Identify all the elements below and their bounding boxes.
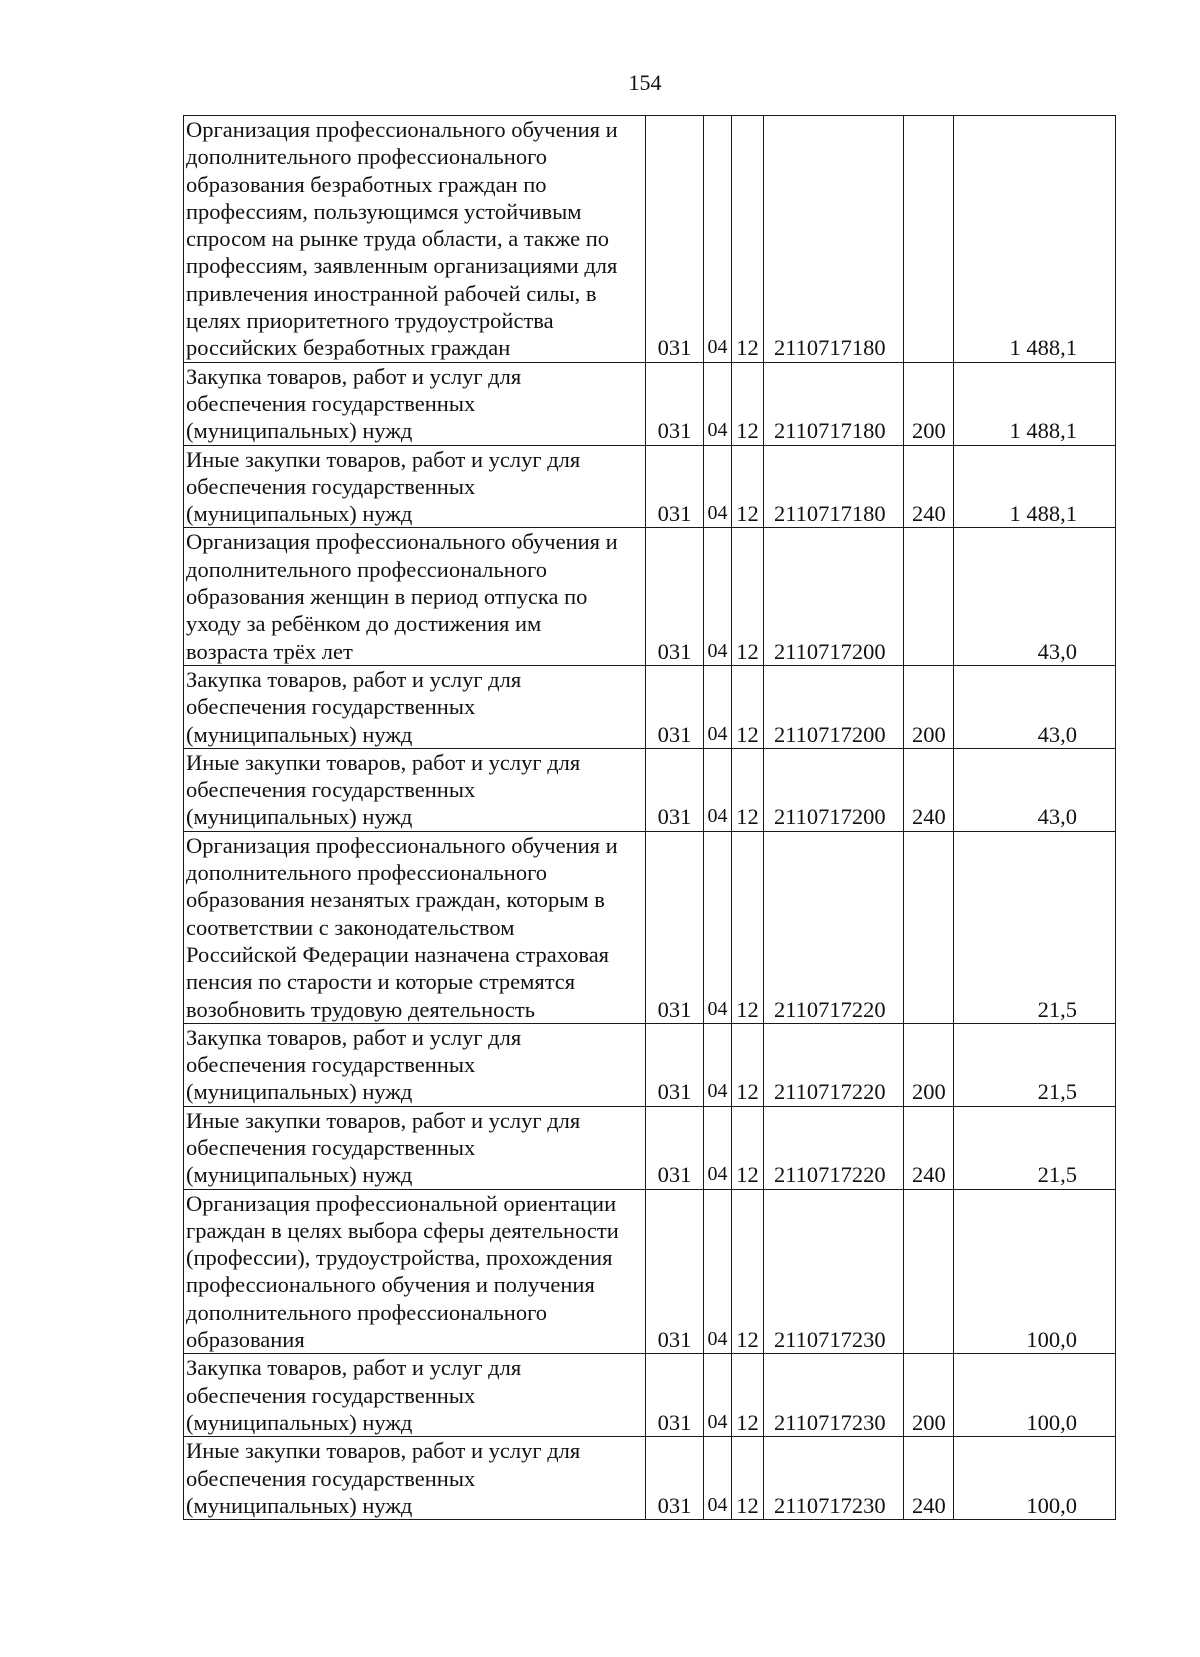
admin-code-cell: 031 — [646, 831, 704, 1023]
item-name-line: обеспечения государственных — [186, 777, 476, 803]
section-code-cell: 04 — [704, 362, 732, 445]
section-code-cell: 04 — [704, 1189, 732, 1354]
subsection-code-cell: 12 — [732, 748, 764, 831]
target-article-cell: 2110717230 — [764, 1437, 904, 1520]
item-name-line: спросом на рынке труда области, а также по — [186, 226, 610, 252]
item-name-line: Организация профессионального обучения и — [186, 832, 618, 858]
item-name-line: дополнительного профессионального — [186, 144, 547, 170]
amount-cell: 1 488,1 — [954, 116, 1116, 363]
table-row — [184, 1354, 1116, 1437]
target-article-cell: 2110717220 — [764, 831, 904, 1023]
section-code-cell: 04 — [704, 665, 732, 748]
target-article-cell: 2110717180 — [764, 445, 904, 528]
section-code-cell: 04 — [704, 1437, 732, 1520]
amount-cell: 21,5 — [954, 1023, 1116, 1106]
item-name-cell — [184, 1106, 646, 1189]
item-name-line: (муниципальных) нужд — [186, 1079, 413, 1105]
section-code-cell: 04 — [704, 748, 732, 831]
expense-type-cell: 240 — [904, 748, 954, 831]
target-article-cell: 2110717180 — [764, 116, 904, 363]
item-name-line: Иные закупки товаров, работ и услуг для — [186, 446, 581, 472]
item-name-line: обеспечения государственных — [186, 1052, 476, 1078]
expense-type-cell — [904, 116, 954, 363]
target-article-cell: 2110717180 — [764, 362, 904, 445]
item-name-line: образования — [186, 1327, 305, 1353]
item-name-line: уходу за ребёнком до достижения им — [186, 611, 542, 637]
expense-type-cell: 240 — [904, 1106, 954, 1189]
item-name-line: пенсия по старости и которые стремятся — [186, 969, 576, 995]
amount-cell: 43,0 — [954, 665, 1116, 748]
table-row — [184, 1189, 1116, 1354]
table-body — [184, 116, 1116, 1520]
item-name-line: (муниципальных) нужд — [186, 1162, 413, 1188]
amount-cell: 100,0 — [954, 1354, 1116, 1437]
table-row — [184, 748, 1116, 831]
table-row — [184, 1023, 1116, 1106]
admin-code-cell: 031 — [646, 362, 704, 445]
admin-code-cell: 031 — [646, 665, 704, 748]
admin-code-cell: 031 — [646, 528, 704, 665]
amount-cell: 43,0 — [954, 528, 1116, 665]
item-name-cell — [184, 116, 646, 363]
item-name-line: Российской Федерации назначена страховая — [186, 941, 610, 967]
expense-type-cell: 200 — [904, 665, 954, 748]
table-row — [184, 445, 1116, 528]
subsection-code-cell: 12 — [732, 665, 764, 748]
expense-type-cell — [904, 831, 954, 1023]
expense-type-cell — [904, 1189, 954, 1354]
item-name-line: обеспечения государственных — [186, 1134, 476, 1160]
admin-code-cell: 031 — [646, 1437, 704, 1520]
item-name-line: образования женщин в период отпуска по — [186, 584, 588, 610]
subsection-code-cell: 12 — [732, 445, 764, 528]
table-row — [184, 1437, 1116, 1520]
item-name-line: дополнительного профессионального — [186, 556, 547, 582]
item-name-line: обеспечения государственных — [186, 1382, 476, 1408]
section-code-cell: 04 — [704, 528, 732, 665]
item-name-cell — [184, 1189, 646, 1354]
section-code-cell: 04 — [704, 831, 732, 1023]
item-name-line: возраста трёх лет — [186, 638, 353, 664]
expense-type-cell — [904, 528, 954, 665]
subsection-code-cell: 12 — [732, 528, 764, 665]
section-code-cell: 04 — [704, 1106, 732, 1189]
item-name-cell — [184, 748, 646, 831]
item-name-line: возобновить трудовую деятельность — [186, 996, 536, 1022]
subsection-code-cell: 12 — [732, 1437, 764, 1520]
page-number: 154 — [628, 70, 662, 95]
admin-code-cell: 031 — [646, 445, 704, 528]
item-name-line: образования безработных граждан по — [186, 171, 547, 197]
item-name-line: обеспечения государственных — [186, 390, 476, 416]
item-name-cell — [184, 528, 646, 665]
item-name-cell — [184, 1437, 646, 1520]
target-article-cell: 2110717220 — [764, 1106, 904, 1189]
amount-cell: 100,0 — [954, 1189, 1116, 1354]
section-code-cell: 04 — [704, 116, 732, 363]
subsection-code-cell: 12 — [732, 1354, 764, 1437]
table-row — [184, 116, 1116, 363]
budget-table — [183, 115, 1116, 1520]
admin-code-cell: 031 — [646, 1106, 704, 1189]
item-name-line: Организация профессионального обучения и — [186, 117, 618, 142]
item-name-line: российских безработных граждан — [186, 335, 511, 361]
admin-code-cell: 031 — [646, 1023, 704, 1106]
item-name-cell — [184, 665, 646, 748]
item-name-line: (муниципальных) нужд — [186, 1409, 413, 1435]
item-name-line: Закупка товаров, работ и услуг для — [186, 1024, 522, 1050]
table-row — [184, 362, 1116, 445]
amount-cell: 21,5 — [954, 1106, 1116, 1189]
item-name-cell — [184, 831, 646, 1023]
item-name-line: обеспечения государственных — [186, 694, 476, 720]
target-article-cell: 2110717230 — [764, 1354, 904, 1437]
item-name-cell — [184, 362, 646, 445]
item-name-cell — [184, 1023, 646, 1106]
item-name-line: профессиям, заявленным организациями для — [186, 253, 618, 279]
item-name-line: профессиям, пользующимся устойчивым — [186, 198, 582, 224]
item-name-line: (профессии), трудоустройства, прохождения — [186, 1245, 613, 1271]
subsection-code-cell: 12 — [732, 831, 764, 1023]
subsection-code-cell: 12 — [732, 1023, 764, 1106]
admin-code-cell: 031 — [646, 748, 704, 831]
expense-type-cell: 200 — [904, 1023, 954, 1106]
item-name-line: (муниципальных) нужд — [186, 804, 413, 830]
item-name-line: граждан в целях выбора сферы деятельности — [186, 1217, 619, 1243]
item-name-line: Закупка товаров, работ и услуг для — [186, 363, 522, 389]
target-article-cell: 2110717230 — [764, 1189, 904, 1354]
item-name-line: Организация профессиональной ориентации — [186, 1190, 617, 1216]
item-name-line: Закупка товаров, работ и услуг для — [186, 666, 522, 692]
amount-cell: 43,0 — [954, 748, 1116, 831]
table-row — [184, 1106, 1116, 1189]
target-article-cell: 2110717200 — [764, 748, 904, 831]
item-name-cell — [184, 445, 646, 528]
item-name-line: Иные закупки товаров, работ и услуг для — [186, 1107, 581, 1133]
admin-code-cell: 031 — [646, 1354, 704, 1437]
table-row — [184, 831, 1116, 1023]
item-name-line: обеспечения государственных — [186, 1465, 476, 1491]
section-code-cell: 04 — [704, 1023, 732, 1106]
item-name-line: Иные закупки товаров, работ и услуг для — [186, 749, 581, 775]
item-name-line: Иные закупки товаров, работ и услуг для — [186, 1438, 581, 1464]
item-name-line: Организация профессионального обучения и — [186, 529, 618, 555]
amount-cell: 100,0 — [954, 1437, 1116, 1520]
expense-type-cell: 200 — [904, 1354, 954, 1437]
expense-type-cell: 200 — [904, 362, 954, 445]
item-name-cell — [184, 1354, 646, 1437]
target-article-cell: 2110717200 — [764, 528, 904, 665]
expense-type-cell: 240 — [904, 445, 954, 528]
table-row — [184, 528, 1116, 665]
amount-cell: 21,5 — [954, 831, 1116, 1023]
subsection-code-cell: 12 — [732, 116, 764, 363]
subsection-code-cell: 12 — [732, 1189, 764, 1354]
item-name-line: дополнительного профессионального — [186, 860, 547, 886]
expense-type-cell: 240 — [904, 1437, 954, 1520]
item-name-line: Закупка товаров, работ и услуг для — [186, 1355, 522, 1381]
item-name-line: привлечения иностранной рабочей силы, в — [186, 280, 597, 306]
item-name-line: (муниципальных) нужд — [186, 501, 413, 527]
amount-cell: 1 488,1 — [954, 445, 1116, 528]
table-row — [184, 665, 1116, 748]
item-name-line: образования незанятых граждан, которым в — [186, 887, 605, 913]
item-name-line: соответствии с законодательством — [186, 914, 515, 940]
subsection-code-cell: 12 — [732, 1106, 764, 1189]
item-name-line: профессионального обучения и получения — [186, 1272, 595, 1298]
subsection-code-cell: 12 — [732, 362, 764, 445]
section-code-cell: 04 — [704, 1354, 732, 1437]
amount-cell: 1 488,1 — [954, 362, 1116, 445]
item-name-line: (муниципальных) нужд — [186, 1492, 413, 1518]
item-name-line: целях приоритетного трудоустройства — [186, 308, 554, 334]
section-code-cell: 04 — [704, 445, 732, 528]
admin-code-cell: 031 — [646, 1189, 704, 1354]
item-name-line: дополнительного профессионального — [186, 1299, 547, 1325]
item-name-line: (муниципальных) нужд — [186, 721, 413, 747]
admin-code-cell: 031 — [646, 116, 704, 363]
item-name-line: обеспечения государственных — [186, 473, 476, 499]
item-name-line: (муниципальных) нужд — [186, 418, 413, 444]
target-article-cell: 2110717220 — [764, 1023, 904, 1106]
target-article-cell: 2110717200 — [764, 665, 904, 748]
